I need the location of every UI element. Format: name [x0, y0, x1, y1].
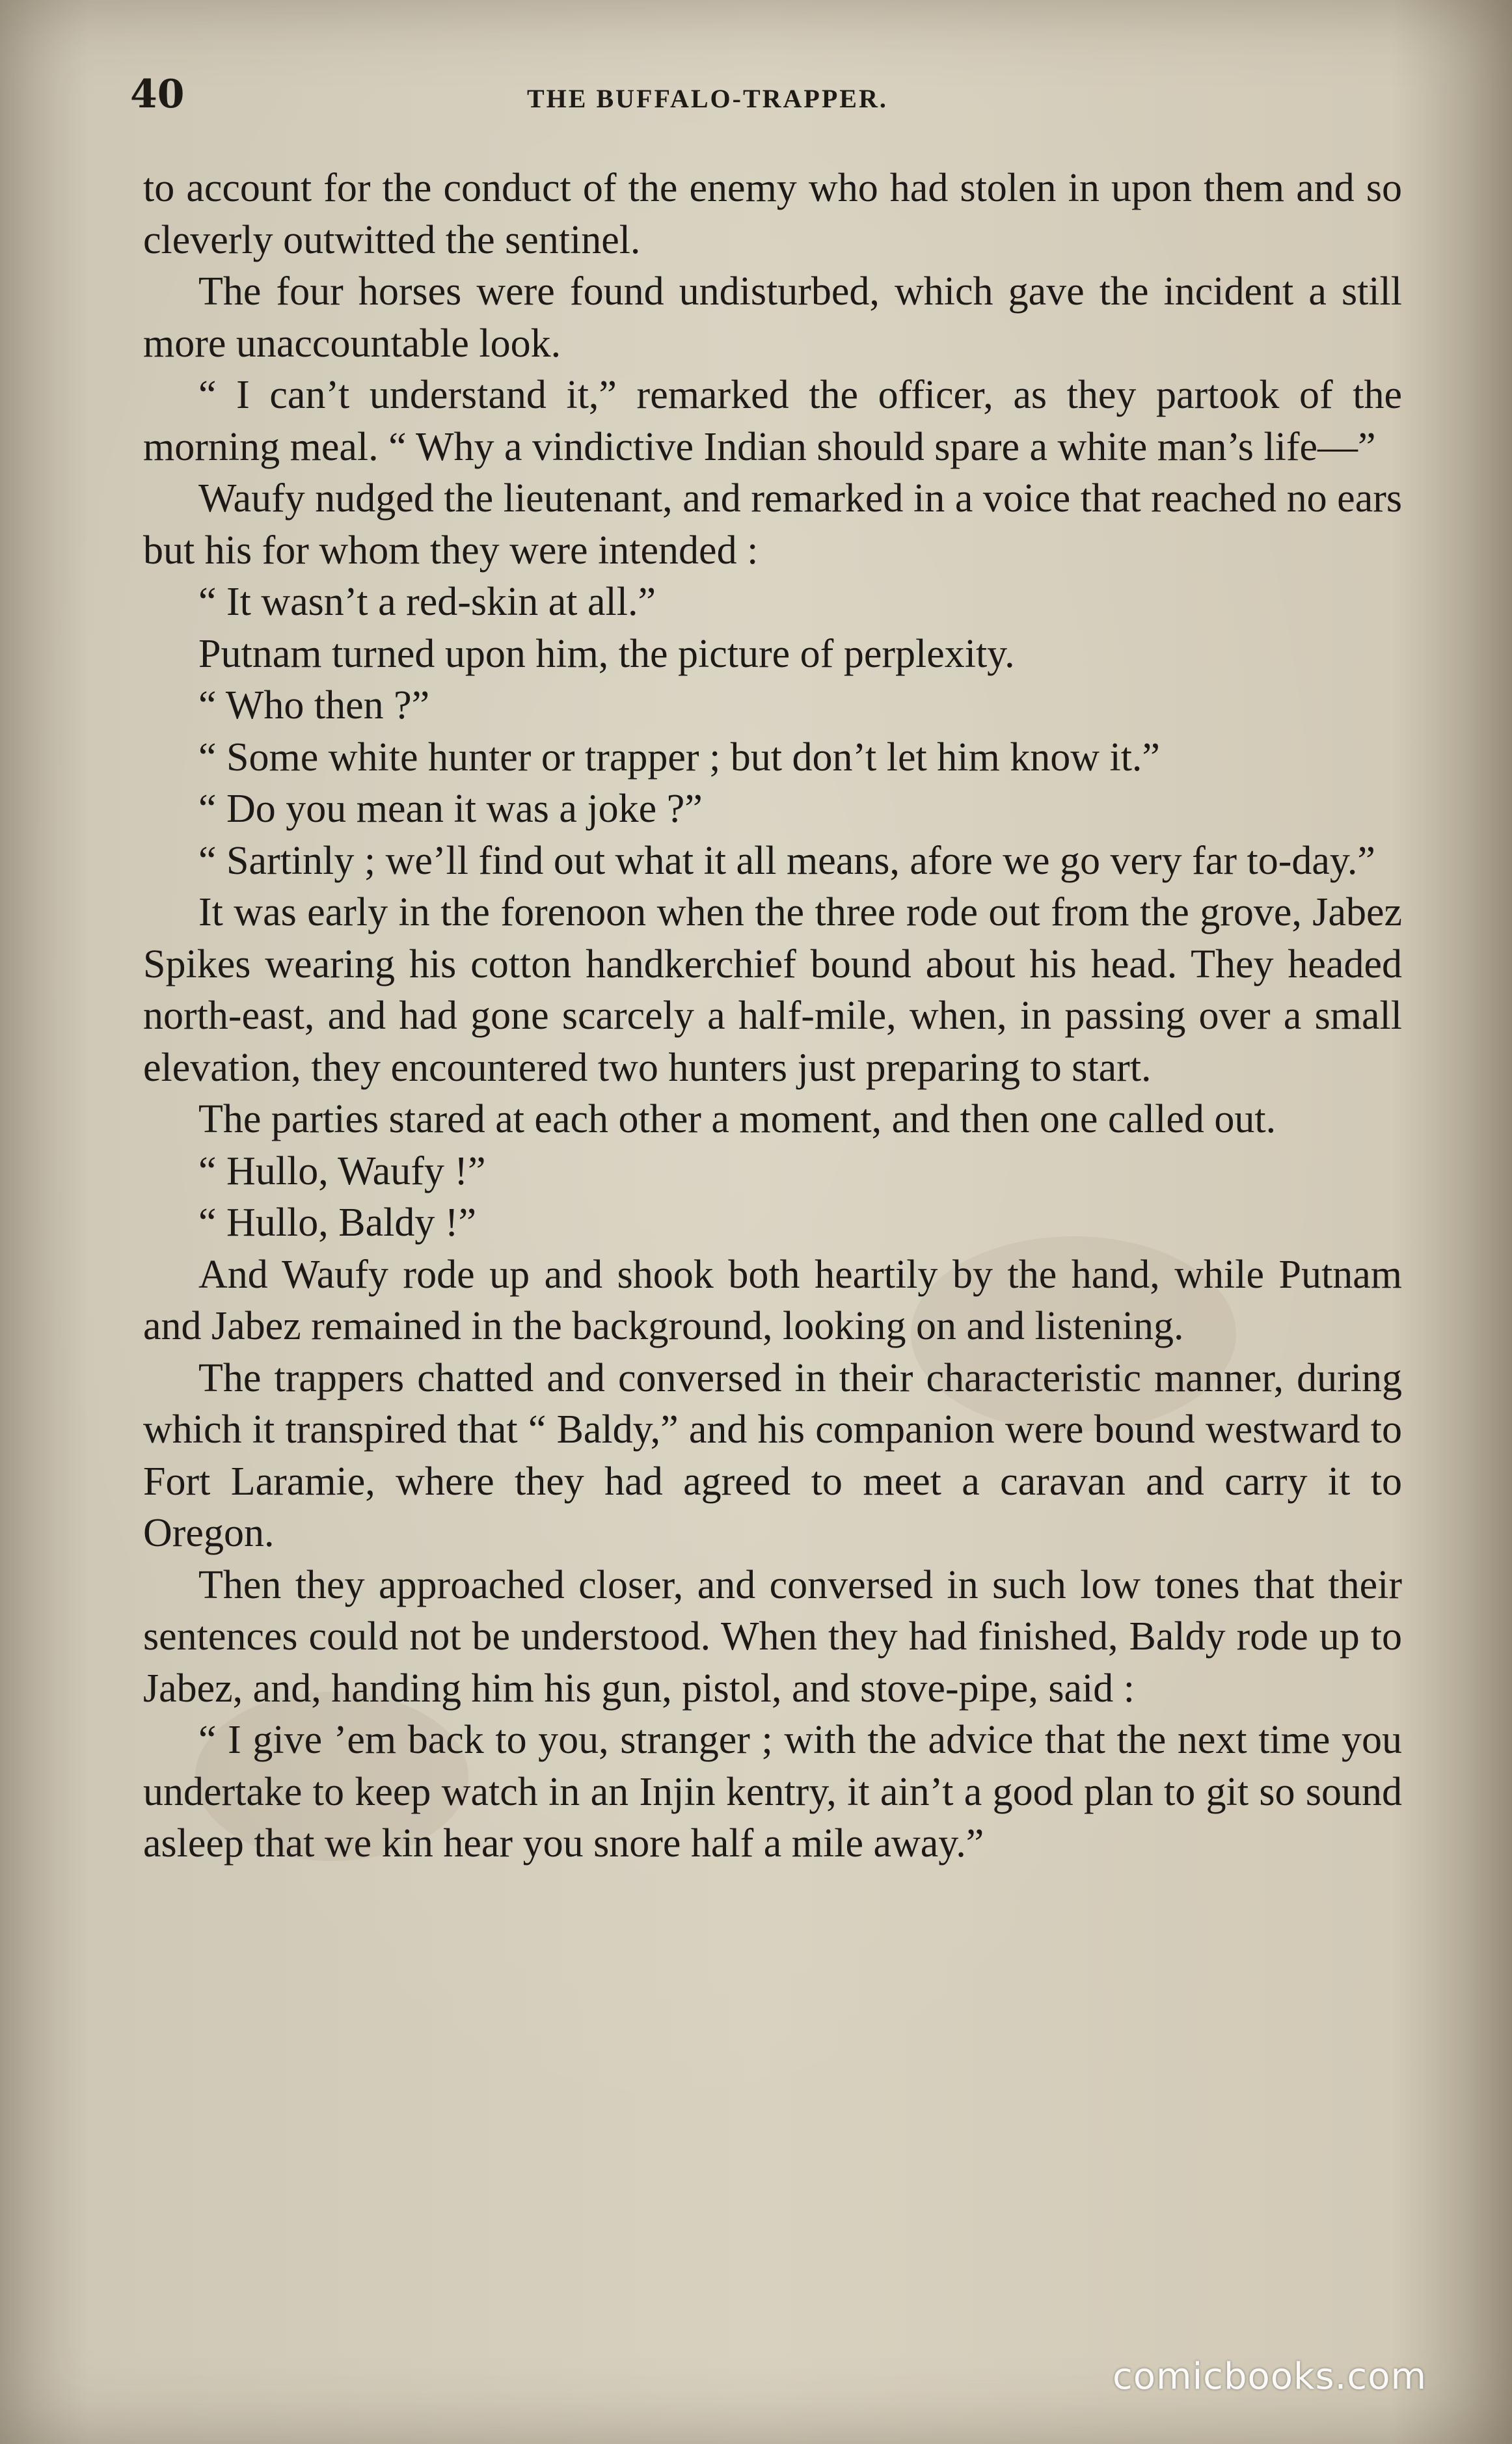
paragraph: “ I give ’em back to you, stranger ; with the advice that the next time you undertake to keep watch in an Injin kentry, it ain’t a good plan to git so sound asleep that we kin hear you snore half a mile away.”	[143, 1718, 1402, 1866]
site-watermark: comicbooks.com	[1113, 2356, 1427, 2398]
paragraph: “ Sartinly ; we’ll find out what it all means, afore we go very far to-day.”	[198, 838, 1375, 883]
paragraph: The trappers chatted and conversed in their characteristic manner, during which it transpired that “ Baldy,” and his companion were bound westward to Fort Laramie, where they had agreed to meet a caravan and carry it to Oregon.	[143, 1355, 1402, 1555]
paragraph: “ Hullo, Waufy !”	[198, 1148, 486, 1193]
body-text	[143, 163, 1402, 1870]
paragraph: “ I can’t understand it,” remarked the officer, as they partook of the morning meal. “ Why a vindictive Indian should spare a white man’s life—”	[143, 373, 1402, 469]
paragraph: Then they approached closer, and conversed in such low tones that their sentences could not be understood. When they had finished, Baldy rode up to Jabez, and, handing him his gun, pistol, and stove-pipe, said :	[143, 1562, 1402, 1711]
paragraph: “ Hullo, Baldy !”	[198, 1201, 477, 1245]
paragraph: Putnam turned upon him, the picture of perplexity.	[198, 631, 1015, 676]
paragraph: The four horses were found undisturbed, which gave the incident a still more unaccountable look.	[143, 269, 1402, 366]
paragraph: It was early in the forenoon when the three rode out from the grove, Jabez Spikes wearing his cotton handkerchief bound about his head. They headed north-east, and had gone scarcely a half-mile, when, in passing over a small elevation, they encountered two hunters just preparing to start.	[143, 890, 1402, 1090]
paragraph: “ Do you mean it was a joke ?”	[198, 787, 703, 831]
paragraph: “ It wasn’t a red-skin at all.”	[198, 580, 656, 624]
paragraph: “ Some white hunter or trapper ; but don’t let him know it.”	[198, 735, 1160, 780]
paragraph: to account for the conduct of the enemy who had stolen in upon them and so cleverly outwitted the sentinel.	[143, 166, 1402, 262]
page-number: 40	[130, 72, 185, 117]
paragraph: The parties stared at each other a moment, and then one called out.	[198, 1097, 1276, 1141]
book-title: THE BUFFALO-TRAPPER.	[527, 84, 888, 113]
running-head	[130, 72, 1412, 124]
paragraph: “ Who then ?”	[198, 683, 430, 727]
paragraph: And Waufy rode up and shook both heartily by the hand, while Putnam and Jabez remained in the background, looking on and listening.	[143, 1252, 1402, 1348]
paragraph: Waufy nudged the lieutenant, and remarked in a voice that reached no ears but his for whom they were intended :	[143, 476, 1402, 573]
